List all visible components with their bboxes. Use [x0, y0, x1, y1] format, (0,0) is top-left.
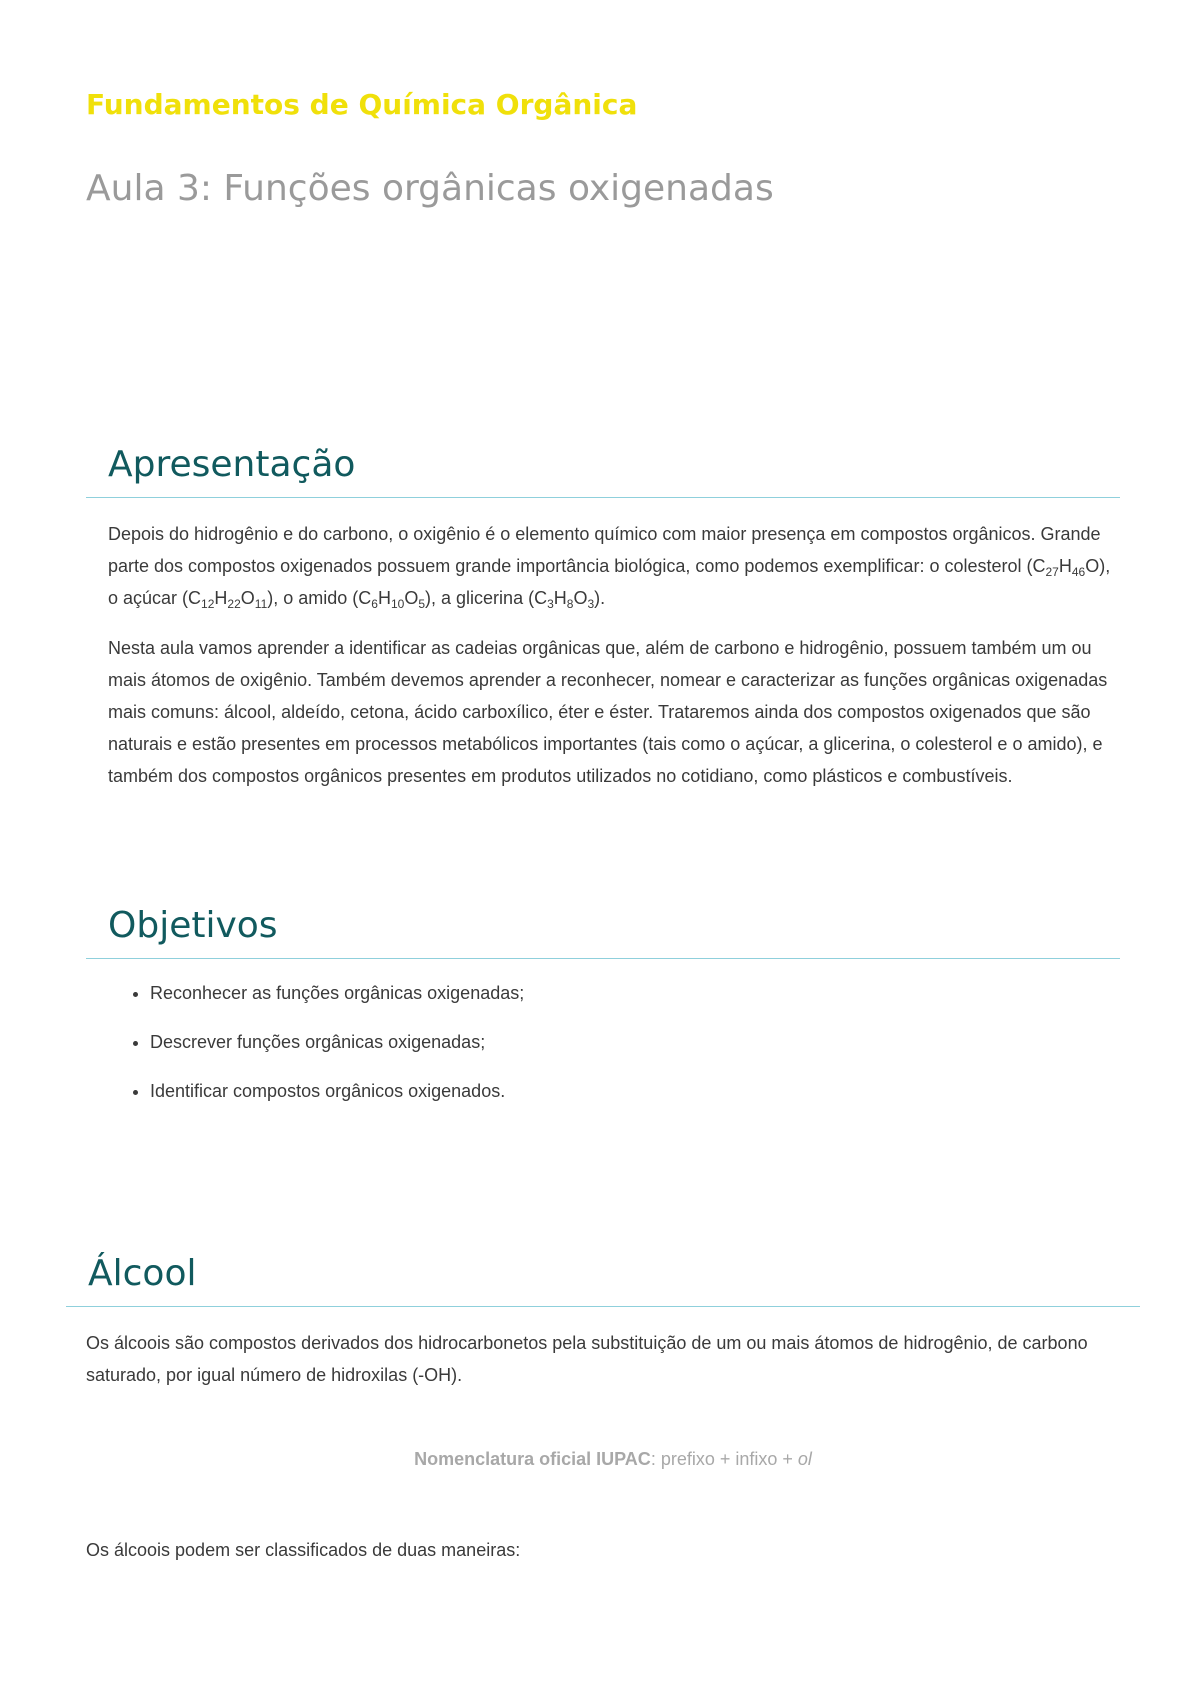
section-apresentacao [86, 444, 1120, 792]
course-title: Fundamentos de Química Orgânica [86, 88, 638, 121]
section-heading: Objetivos [86, 905, 1120, 959]
formula-suffix: ol [797, 1449, 812, 1469]
section-heading: Álcool [66, 1253, 1140, 1307]
objectives-list [108, 977, 1114, 1107]
list-item: • Identificar compostos orgânicos oxigenados. [150, 1075, 1114, 1107]
section-heading: Apresentação [86, 444, 1120, 498]
section-alcool [66, 1253, 1140, 1566]
list-item: • Reconhecer as funções orgânicas oxigenadas; [150, 977, 1114, 1009]
paragraph: Nesta aula vamos aprender a identificar as cadeias orgânicas que, além de carbono e hidrogênio, possuem também um ou mais átomos de oxigênio. Também devemos aprender a reconhecer, nomear e caracterizar as funções orgânicas oxigenadas mais comuns: álcool, aldeído, cetona, ácido carboxílico, éter e éster. Trataremos ainda dos compostos oxigenados que são naturais e estão presentes em processos metabólicos importantes (tais como o açúcar, a glicerina, o colesterol e o amido), e também dos compostos orgânicos presentes em produtos utilizados no cotidiano, como plásticos e combustíveis. [108, 638, 1108, 786]
lesson-title: Aula 3: Funções orgânicas oxigenadas [86, 168, 774, 209]
paragraph: Os álcoois são compostos derivados dos hidrocarbonetos pela substituição de um ou mais átomos de hidrogênio, de carbono saturado, por igual número de hidroxilas (-OH). [86, 1333, 1088, 1385]
formula-text: : prefixo + infixo + [650, 1449, 798, 1469]
section-objetivos [86, 905, 1120, 1124]
formula-label: Nomenclatura oficial IUPAC [414, 1449, 651, 1469]
paragraph: Os álcoois podem ser classificados de duas maneiras: [86, 1540, 521, 1560]
list-item: • Descrever funções orgânicas oxigenadas; [150, 1026, 1114, 1058]
iupac-formula [86, 1449, 1140, 1470]
paragraph: Depois do hidrogênio e do carbono, o oxigênio é o elemento químico com maior presença em compostos orgânicos. Grande parte dos compostos oxigenados possuem grande importância biológica, como podemos exemplificar: o colesterol $(C_{27}H_{46}O)$, o açúcar $(C_{12}H_{22}O_{11})$, o amido $(C_6H_{10}O_5)$, a glicerina $(C_3H_8O_3)$. [108, 524, 1111, 611]
